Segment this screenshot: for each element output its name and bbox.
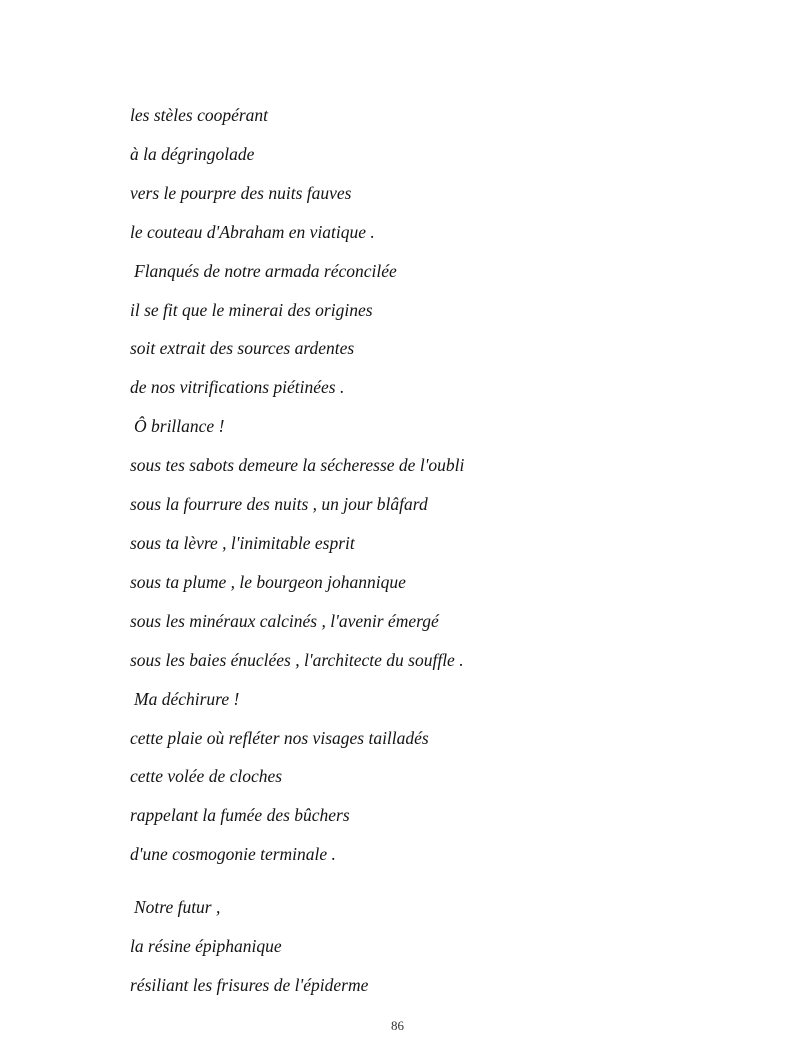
poem-line: sous ta plume , le bourgeon johannique	[130, 571, 406, 592]
poem-line: cette volée de cloches	[130, 766, 283, 787]
poem-line: de nos vitrifications piétinées .	[130, 377, 345, 398]
poem-line: rappelant la fumée des bûchers	[130, 805, 350, 826]
page-number: 86	[391, 1018, 404, 1033]
poem-line: le couteau d'Abraham en viatique .	[130, 221, 375, 242]
poem-body	[130, 96, 690, 1005]
poem-line: la résine épiphanique	[130, 936, 282, 957]
poem-line: Flanqués de notre armada réconcilée	[134, 260, 397, 281]
poem-line: d'une cosmogonie terminale .	[130, 844, 336, 865]
poem-line: Notre futur ,	[134, 897, 221, 918]
poem-line: sous ta lèvre , l'inimitable esprit	[130, 532, 355, 553]
poem-line: sous la fourrure des nuits , un jour blâfard	[130, 494, 428, 515]
poem-line: cette plaie où refléter nos visages tailladés	[130, 727, 429, 748]
stanza-separator	[130, 874, 690, 888]
poem-line: sous les baies énuclées , l'architecte du souffle .	[130, 649, 464, 670]
poem-line: il se fit que le minerai des origines	[130, 299, 373, 320]
stanza	[130, 96, 690, 874]
stanza	[130, 888, 690, 1005]
poem-line: à la dégringolade	[130, 143, 255, 164]
poem-line: résiliant les frisures de l'épiderme	[130, 974, 369, 995]
poem-line: Ô brillance !	[134, 416, 225, 437]
poem-line: soit extrait des sources ardentes	[130, 338, 355, 359]
poem-line: Ma déchirure !	[134, 688, 240, 709]
poem-line: les stèles coopérant	[130, 105, 269, 125]
poem-line: sous tes sabots demeure la sécheresse de l'oubli	[130, 455, 465, 476]
poem-line: vers le pourpre des nuits fauves	[130, 182, 352, 203]
poem-line: sous les minéraux calcinés , l'avenir émergé	[130, 610, 439, 631]
